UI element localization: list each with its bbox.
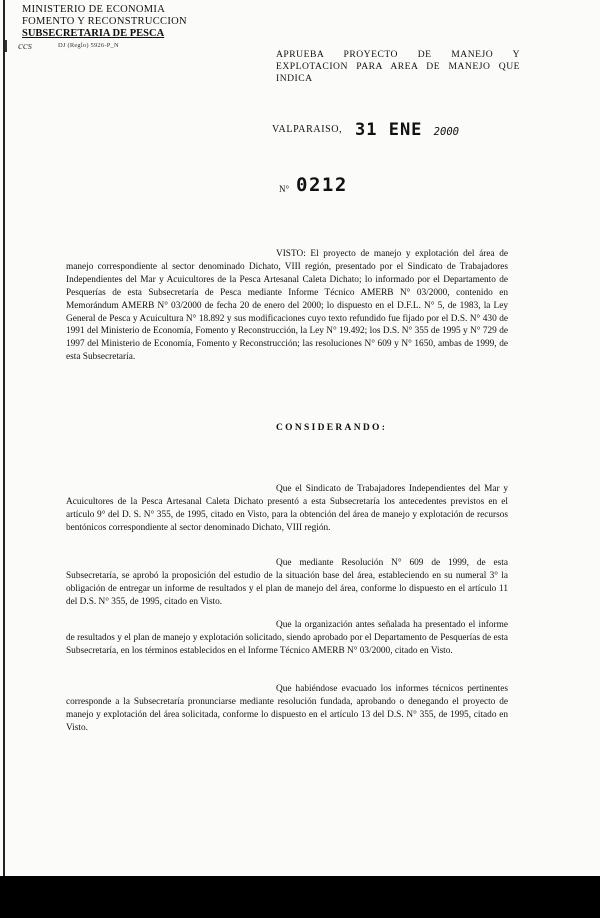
visto-paragraph <box>66 248 508 364</box>
considerando-text: Que habiéndose evacuado los informes técnicos pertinentes corresponde a la Subsecretaría pronunciarse mediante resolución fundada, aprobando o denegando el proyecto de manejo y explotación del área solicitada, conforme lo dispuesto en el artículo 13 del D.S. N° 355, de 1995, citado en Visto. <box>66 684 508 733</box>
considerando-text: Que el Sindicato de Trabajadores Independientes del Mar y Acuicultores de la Pesca Artesanal Caleta Dichato presentó a esta Subsecretaría los antecedentes previstos en el artículo 9° del D. S. N° 355, de 1995, citado en Visto, para la obtención del área de manejo y explotación de recursos bentónicos correspondiente al sector denominado Dichato, VIII región. <box>66 484 508 533</box>
date-stamp-day-month: 31 ENE <box>355 120 423 140</box>
considerando-text: Que la organización antes señalada ha presentado el informe de resultados y el plan de manejo y explotación solicitado, siendo aprobado por el Departamento de Pesquerías de esta Subsecretaría, en los términos establecidos en el Informe Técnico AMERB N° 03/2000, citado en Visto. <box>66 620 508 656</box>
resolution-subject: APRUEBA PROYECTO DE MANEJO Y EXPLOTACION PARA AREA DE MANEJO QUE INDICA <box>276 49 520 84</box>
resolution-number-label: N° <box>279 184 290 194</box>
date-stamp-year: 2000 <box>433 126 459 138</box>
ministry-line-1: MINISTERIO DE ECONOMIA <box>22 4 166 15</box>
date-stamp <box>355 120 459 140</box>
margin-mark <box>5 40 11 52</box>
considerando-paragraph-4 <box>66 683 508 735</box>
visto-text: VISTO: El proyecto de manejo y explotación del área de manejo correspondiente al sector denominado Dichato, VIII región, presentado por el Sindicato de Trabajadores Independientes del Mar y Acuicultores de la Pesca Artesanal Caleta Dichato; lo informado por el Departamento de Pesquerías de esta Subsecretaría de Pesca mediante Informe Técnico AMERB N° 03/2000, contenido en Memorándum AMERB N° 03/2000 de fecha 20 de enero del 2000; lo dispuesto en el D.F.L. N° 5, de 1983, la Ley General de Pesca y Acuicultura N° 18.892 y sus modificaciones cuyo texto refundido fue fijado por el D.S. N° 430 de 1991 del Ministerio de Economía, Fomento y Reconstrucción, la Ley N° 19.492; los D.S. N° 355 de 1995 y N° 729 de 1997 del Ministerio de Economía, Fomento y Reconstrucción; las resoluciones N° 609 y N° 1650, ambas de 1999, de esta Subsecretaría. <box>66 249 508 363</box>
reference-code: DJ (Reglo) 5926-P_N <box>58 42 119 49</box>
considerando-heading: CONSIDERANDO: <box>276 423 388 433</box>
considerando-paragraph-1 <box>66 483 508 535</box>
letterhead <box>18 4 222 52</box>
considerando-paragraph-2 <box>66 557 508 609</box>
resolution-number: 0212 <box>296 174 348 196</box>
considerando-paragraph-3 <box>66 619 508 658</box>
subsecretaria-title: SUBSECRETARIA DE PESCA <box>22 28 165 39</box>
scan-bottom-border <box>0 876 600 918</box>
handwritten-initials: ccs <box>18 40 33 52</box>
place-label: VALPARAISO, <box>272 124 343 135</box>
considerando-text: Que mediante Resolución N° 609 de 1999, de esta Subsecretaría, se aprobó la proposición del estudio de la situación base del área, estableciendo en su numeral 3° la obligación de entregar un informe de resultados y el plan de manejo del área, conforme lo dispuesto en el artículo 11 del D.S. N° 355, de 1995, citado en Visto. <box>66 558 508 607</box>
ministry-line-2: FOMENTO Y RECONSTRUCCION <box>22 16 187 27</box>
left-margin-line <box>3 0 5 880</box>
